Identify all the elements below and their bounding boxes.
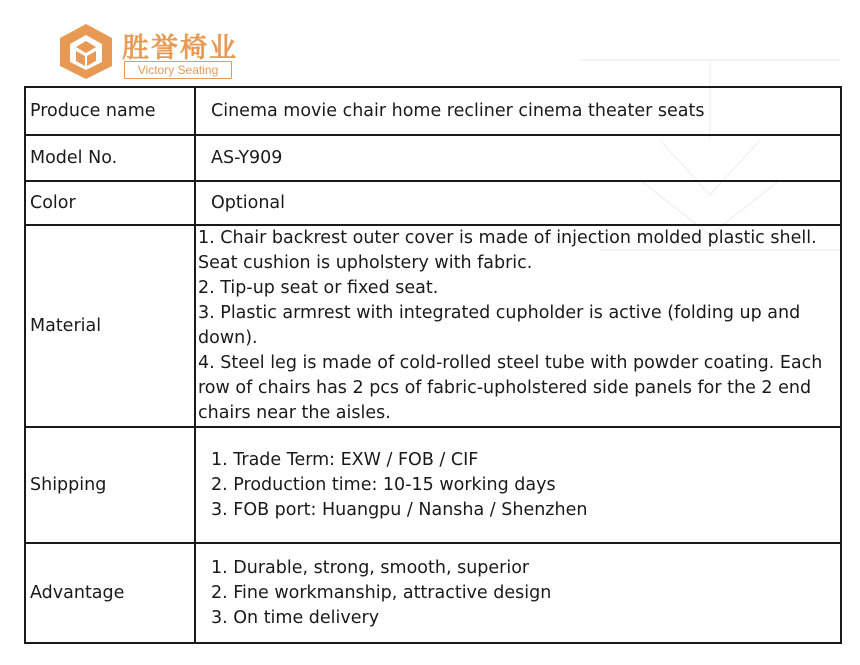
row-value xyxy=(195,225,841,427)
row-value xyxy=(195,543,841,643)
table-row xyxy=(25,87,841,135)
row-label: Color xyxy=(25,181,195,225)
row-label: Shipping xyxy=(25,427,195,543)
brand-name-chinese: 胜誉椅业 xyxy=(122,33,238,64)
material-description: 1. Chair backrest outer cover is made of injection molded plastic shell. Seat cushion is upholstery with fabric. 2. Tip-up seat or fixed seat. 3. Plastic armrest with integrated cupholder is active (folding up and down). 4. Steel leg is made of cold-rolled steel tube with powder coating. Each row of chairs has 2 pcs of fabric-upholstered side panels for the 2 end chairs near the aisles. xyxy=(198,228,823,423)
row-value: Optional xyxy=(195,181,841,225)
list-item: 2. Fine workmanship, attractive design xyxy=(211,582,552,603)
table-row xyxy=(25,427,841,543)
list-item: 2. Production time: 10-15 working days xyxy=(211,474,556,495)
table-row xyxy=(25,543,841,643)
table-row xyxy=(25,181,841,225)
table-row xyxy=(25,225,841,427)
brand-name-english: Victory Seating xyxy=(124,61,232,79)
brand-logo xyxy=(58,22,248,82)
product-spec-table xyxy=(24,86,842,644)
list-item: 3. On time delivery xyxy=(211,607,380,628)
row-value: AS-Y909 xyxy=(195,135,841,181)
table-row xyxy=(25,135,841,181)
list-item: 3. FOB port: Huangpu / Nansha / Shenzhen xyxy=(211,499,588,520)
row-label: Produce name xyxy=(25,87,195,135)
row-label: Model No. xyxy=(25,135,195,181)
row-value xyxy=(195,427,841,543)
row-label: Advantage xyxy=(25,543,195,643)
list-item: 1. Durable, strong, smooth, superior xyxy=(211,557,530,578)
list-item: 1. Trade Term: EXW / FOB / CIF xyxy=(211,449,479,470)
hexagon-cube-icon xyxy=(58,22,114,80)
row-label: Material xyxy=(25,225,195,427)
row-value: Cinema movie chair home recliner cinema theater seats xyxy=(195,87,841,135)
